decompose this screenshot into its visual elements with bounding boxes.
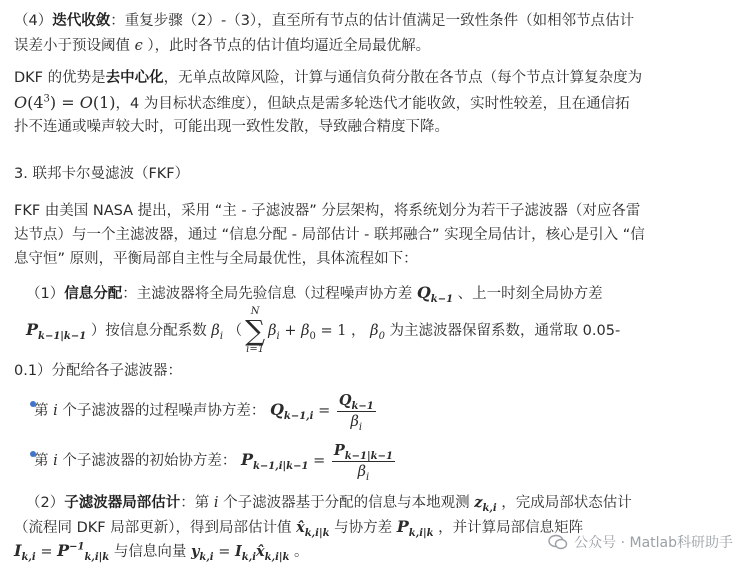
text: ，并计算局部信息矩阵: [438, 520, 584, 536]
step-number: （1）: [26, 286, 65, 302]
step1-line3: [14, 360, 182, 382]
math-y-ki: $y_{k,i}$: [190, 543, 214, 563]
step2-line3: $I_{k,i} = P^{-1}_{k,i|k}$ 与信息向量 $y_{k,i}$ = $I_{k,i}x̂_{k,i|k}$ 。: [14, 541, 309, 564]
section-heading: [14, 163, 189, 185]
fraction-P: $\frac{P_{k-1|k-1}}{\beta_i}$: [333, 441, 393, 483]
text: 个子滤波器的初始协方差：: [62, 453, 237, 469]
para-dkf-line3: [14, 116, 449, 138]
step1-line2: [26, 306, 620, 356]
step2-line2: [14, 516, 583, 539]
math-Q-ki: $Q_{k-1,i}$: [269, 400, 314, 423]
math-z-ki: $z_{k,i}$: [474, 494, 497, 514]
para-fkf-line2: [14, 224, 645, 246]
math-xhat: $x̂_{k,i|k}$: [296, 519, 330, 539]
text: 个子滤波器基于分配的信息与本地观测: [223, 495, 470, 511]
text: 个子滤波器的过程噪声协方差：: [62, 403, 266, 419]
math-P-kik: $P_{k,i|k}$: [396, 517, 434, 540]
math-beta-i: $\beta_i$: [211, 323, 224, 342]
para-convergence-line1: [14, 10, 634, 32]
text: DKF 的优势是: [14, 70, 106, 86]
step-title: 迭代收敛: [52, 13, 111, 29]
math-i: i: [53, 453, 58, 469]
text: 第: [34, 453, 49, 469]
text: 息守恒” 原则，平衡局部自主性与全局最优性，具体流程如下：: [14, 251, 418, 267]
math-epsilon: ϵ: [134, 38, 143, 54]
text: ：重复步骤（2）-（3），直至所有节点的估计值满足一致性条件（如相邻节点估计: [110, 13, 635, 29]
text: 第: [34, 403, 49, 419]
text: 与协方差: [334, 520, 393, 536]
step-title: 信息分配: [64, 286, 123, 302]
watermark: [548, 532, 733, 552]
text: （流程同 DKF 局部更新），得到局部估计值: [14, 520, 292, 536]
step-number: （2）: [26, 495, 65, 511]
step-title: 子滤波器局部估计: [64, 495, 181, 511]
para-fkf-line1: [14, 200, 640, 222]
fraction-Q: $\frac{Q_{k-1}}{\beta_i}$: [338, 391, 374, 433]
math-I-ki: $I_{k,i}$: [14, 541, 36, 564]
text: ，4 为目标状态维度），但缺点是需多轮迭代才能收敛，实时性较差，且在通信拓: [115, 96, 630, 112]
text: ），此时各节点的估计值均逼近全局最优解。: [147, 38, 431, 54]
bold-term: 去中心化: [105, 70, 164, 86]
math-i: i: [53, 403, 58, 419]
step1-line1: [26, 282, 603, 305]
watermark-text: 公众号 · Matlab科研助手: [574, 535, 733, 551]
wechat-icon: [548, 534, 568, 550]
para-fkf-line3: [14, 248, 418, 270]
text: ：主滤波器将全局先验信息（过程噪声协方差: [122, 286, 413, 302]
math-complexity: $O(4^3) = O(1)$: [14, 93, 116, 112]
bullet-item-1: 第 i 个子滤波器的过程噪声协方差： $Q_{k-1,i}$ = $\frac{Q_{k-1}}{\beta_i}$: [34, 391, 374, 433]
text: 。: [294, 544, 309, 560]
math-sum-constraint: （ N ∑ i=1 $\beta_i + \beta_0 = 1$ ，: [227, 306, 366, 355]
text: 误差小于预设阈值: [14, 38, 130, 54]
text: ，无单点故障风险，计算与通信负荷分散在各节点（每个节点计算复杂度为: [163, 70, 643, 86]
step2-line1: [26, 492, 632, 514]
math-Q-k-1: $Q_{k-1}$: [416, 283, 454, 306]
math-beta-0: $\beta_0$: [370, 323, 385, 342]
math-Ix: $I_{k,i}x̂_{k,i|k}$: [234, 543, 290, 563]
para-convergence-line2: [14, 35, 430, 57]
math-P-ki: $P_{k-1,i|k-1}$: [240, 450, 309, 473]
text: ：第: [180, 495, 210, 511]
heading-text: 3. 联邦卡尔曼滤波（FKF）: [14, 166, 190, 182]
math-i: i: [213, 495, 219, 511]
bullet-item-2: 第 i 个子滤波器的初始协方差： $P_{k-1,i|k-1}$ = $\frac{P_{k-1|k-1}}{\beta_i}$: [34, 441, 393, 483]
math-P-prev: $P_{k-1|k-1}$: [26, 320, 87, 343]
para-dkf-line2: [14, 92, 630, 115]
para-dkf-line1: [14, 67, 642, 89]
text: 与信息向量: [113, 544, 187, 560]
text: 为主滤波器保留系数，通常取 0.05-: [389, 323, 621, 339]
sum-symbol: N ∑ i=1: [245, 306, 266, 355]
text: ，完成局部状态估计: [501, 495, 632, 511]
text: 、上一时刻全局协方差: [457, 286, 603, 302]
text: 0.1）分配给各子滤波器：: [14, 363, 183, 379]
step-number: （4）: [14, 13, 53, 29]
text: 达节点）与一个主滤波器，通过 “信息分配 - 局部估计 - 联邦融合” 实现全局估计，核心是引入 “信: [14, 227, 645, 243]
text: 扑不连通或噪声较大时，可能出现一致性发散，导致融合精度下降。: [14, 119, 449, 135]
text: FKF 由美国 NASA 提出，采用 “主 - 子滤波器” 分层架构，将系统划分为若干子滤波器（对应各雷: [14, 203, 641, 219]
math-P-inv: $P^{-1}_{k,i|k}$: [57, 541, 110, 564]
text: ）按信息分配系数: [90, 323, 207, 339]
